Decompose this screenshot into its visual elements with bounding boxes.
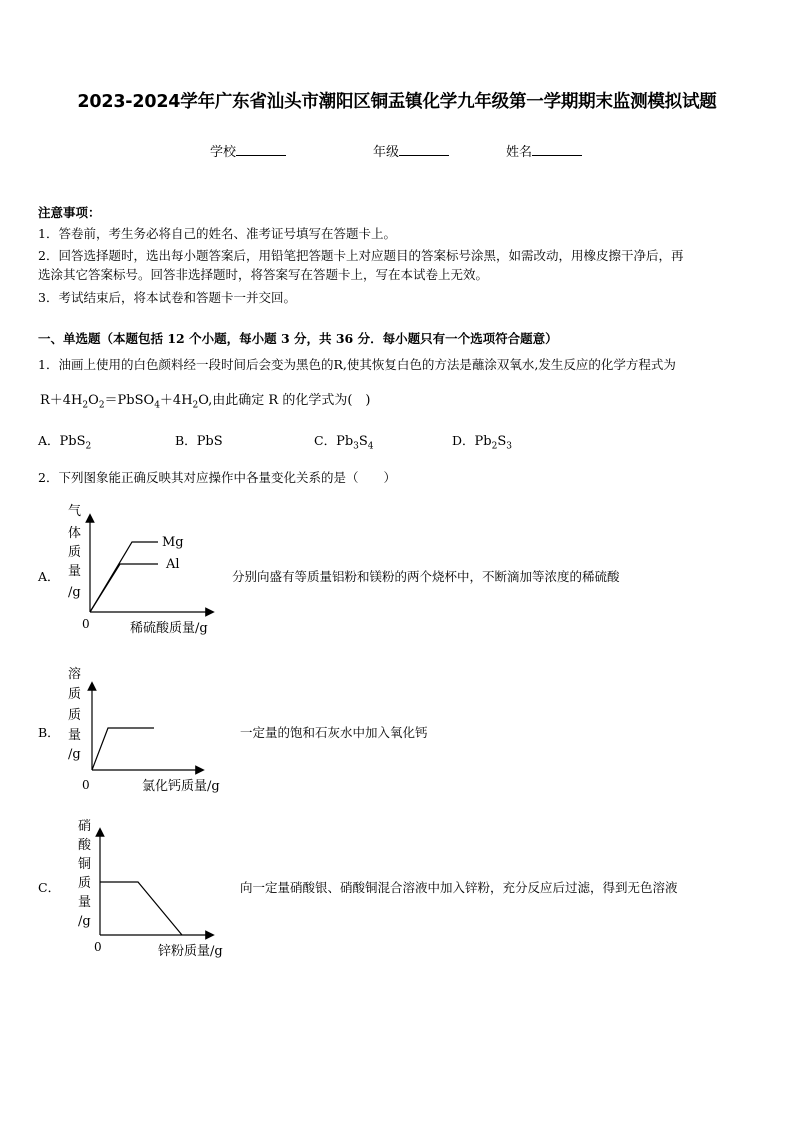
x-axis-label: 稀硫酸质量/g [130, 621, 208, 636]
question-1-equation: $R+4H_2O_2=PbSO_4+4H_2O$,由此确定 R 的化学式为( ) [40, 393, 371, 411]
grade-field [373, 141, 449, 160]
ylabel-char: 气 [68, 504, 82, 519]
al-line [90, 564, 158, 612]
ylabel-char: /g [78, 914, 91, 929]
school-field [210, 141, 286, 160]
series-label-al: Al [166, 557, 180, 572]
x-axis-label: 锌粉质量/g [158, 944, 223, 959]
name-blank [532, 143, 582, 156]
ylabel-char: 量 [78, 895, 92, 910]
ylabel-char: 量 [68, 728, 82, 743]
ylabel-char: /g [68, 747, 81, 762]
school-blank [236, 143, 286, 156]
notice-item: 2．回答选择题时，选出每小题答案后，用铅笔把答题卡上对应题目的答案标号涂黑，如需改动，用橡皮擦干净后，再 [38, 248, 684, 263]
q1-option-d: D．$Pb_2S_3$ [452, 433, 512, 452]
notice-heading: 注意事项： [38, 205, 101, 220]
q2-option-a-graph [62, 500, 232, 640]
name-field [506, 141, 582, 160]
ylabel-char: 质 [68, 708, 82, 723]
notice-item: 3．考试结束后，将本试卷和答题卡一并交回。 [38, 290, 296, 305]
origin-label: 0 [82, 778, 90, 792]
ylabel-char: 质 [68, 545, 82, 560]
ylabel-char: 量 [68, 564, 82, 579]
q2-option-a-label: A． [38, 569, 60, 584]
q2-option-c-desc: 向一定量硝酸银、硝酸铜混合溶液中加入锌粉，充分反应后过滤，得到无色溶液 [240, 880, 678, 895]
q2-option-b-label: B． [38, 725, 60, 740]
page-title: 2023-2024学年广东省汕头市潮阳区铜盂镇化学九年级第一学期期末监测模拟试题 [77, 92, 717, 112]
q1-option-b: B．PbS [175, 433, 223, 449]
q1-option-a: A．PbS$_2$ [38, 433, 92, 452]
grade-blank [399, 143, 449, 156]
data-line [92, 728, 154, 770]
q2-option-b-desc: 一定量的饱和石灰水中加入氧化钙 [240, 725, 428, 740]
ylabel-char: 质 [68, 687, 82, 702]
notice-item: 1．答卷前，考生务必将自己的姓名、准考证号填写在答题卡上。 [38, 226, 396, 241]
ylabel-char: 铜 [78, 857, 92, 872]
question-1-stem: 1．油画上使用的白色颜料经一段时间后会变为黑色的R,使其恢复白色的方法是蘸涂双氧水,发生反应的化学方程式为 [38, 357, 676, 372]
origin-label: 0 [94, 940, 102, 954]
name-label: 姓名 [506, 145, 533, 160]
mg-line [90, 542, 158, 612]
q2-option-c-label: C． [38, 880, 61, 895]
section-heading: 一、单选题（本题包括 12 个小题，每小题 3 分，共 36 分．每小题只有一个选项符合题意） [38, 331, 558, 346]
data-line [100, 882, 182, 935]
q2-option-c-graph [70, 814, 240, 962]
q2-option-b-graph [62, 662, 237, 802]
q1-option-c: C．$Pb_3S_4$ [314, 433, 374, 452]
ylabel-char: 体 [68, 526, 82, 541]
ylabel-char: 质 [78, 876, 92, 891]
origin-label: 0 [82, 617, 90, 631]
ylabel-char: 溶 [68, 667, 82, 682]
x-axis-label: 氯化钙质量/g [142, 779, 220, 794]
question-2-stem: 2．下列图象能正确反映其对应操作中各量变化关系的是（ ） [38, 470, 396, 485]
series-label-mg: Mg [162, 535, 184, 550]
equation-tail: ,由此确定 R 的化学式为( ) [208, 393, 371, 408]
ylabel-char: 硝 [78, 819, 92, 834]
school-label: 学校 [210, 145, 237, 160]
grade-label: 年级 [373, 145, 400, 160]
ylabel-char: 酸 [78, 838, 92, 853]
notice-item: 选涂其它答案标号。回答非选择题时，将答案写在答题卡上，写在本试卷上无效。 [38, 267, 489, 282]
ylabel-char: /g [68, 585, 81, 600]
q2-option-a-desc: 分别向盛有等质量铝粉和镁粉的两个烧杯中，不断滴加等浓度的稀硫酸 [232, 569, 620, 584]
